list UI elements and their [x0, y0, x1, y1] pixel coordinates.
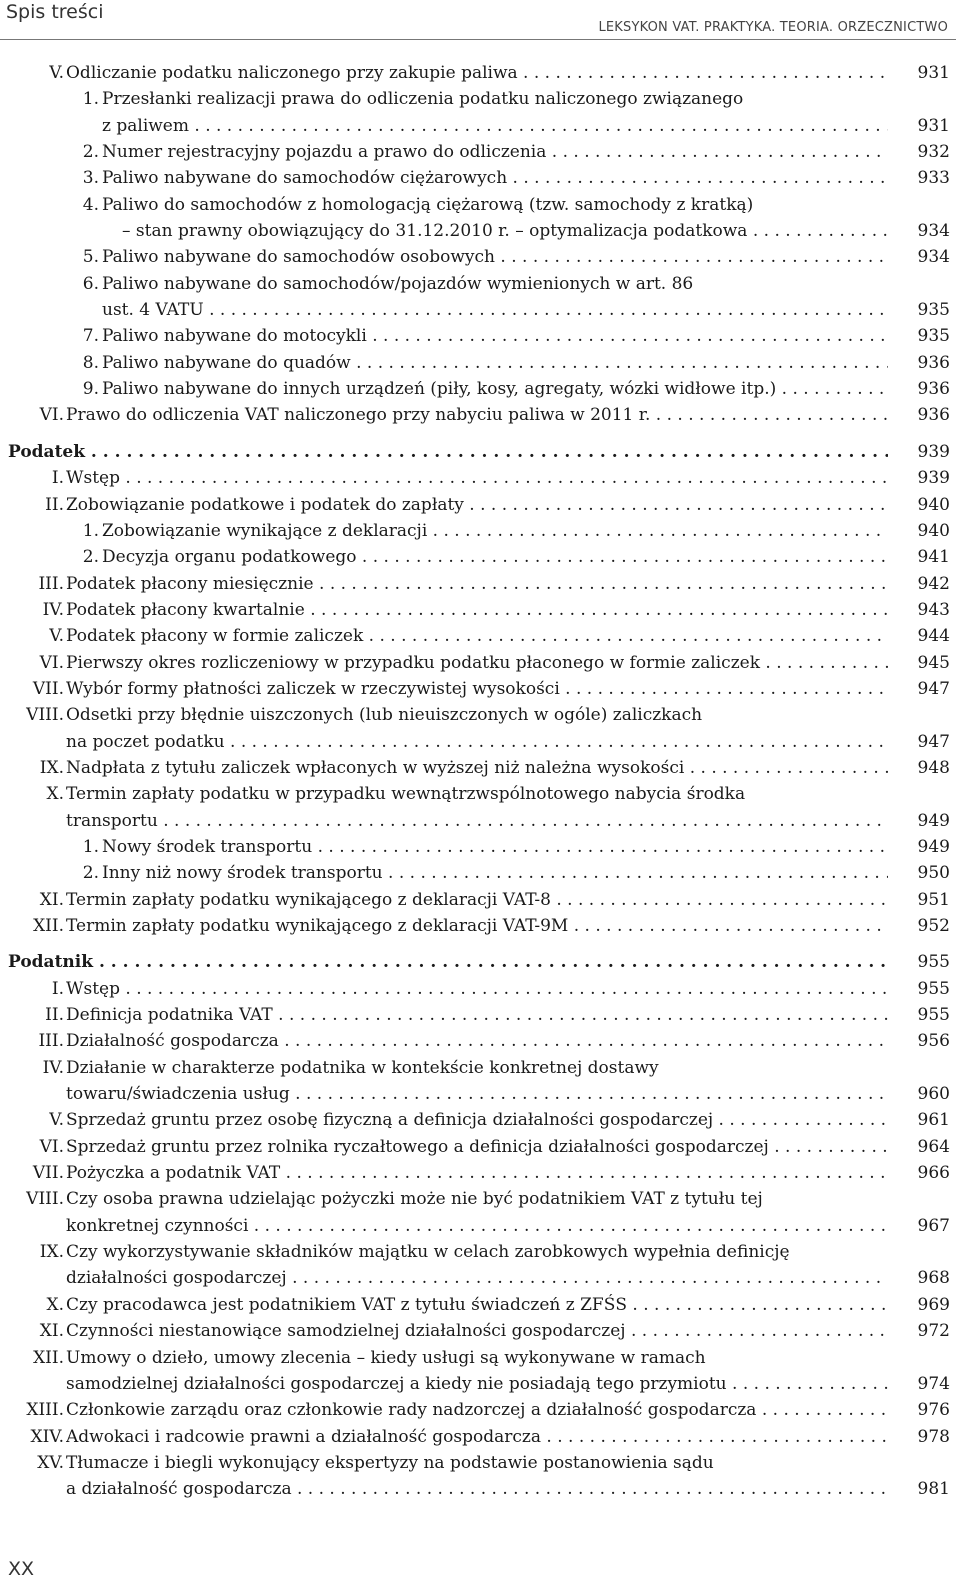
toc-page-number: 949 [917, 810, 950, 831]
toc-entry-title[interactable]: Czy wykorzystywanie składników majątku w celach zarobkowych wypełnia definicję [66, 1242, 790, 1263]
toc-row [0, 702, 960, 728]
toc-entry-number: II. [45, 494, 64, 515]
toc-entry-number: VI. [39, 652, 64, 673]
toc-row [0, 544, 960, 570]
toc-entry-title[interactable]: Prawo do odliczenia VAT naliczonego przy nabyciu paliwa w 2011 r. . . . [66, 402, 888, 428]
toc-entry-title[interactable]: towaru/świadczenia usług . . . [66, 1081, 888, 1107]
toc-row [0, 465, 960, 491]
toc-row [0, 1028, 960, 1054]
toc-entry-title[interactable]: Podatek płacony miesięcznie . . . [66, 571, 888, 597]
toc-row [0, 571, 960, 597]
toc-row [0, 297, 960, 323]
toc-page-number: 945 [917, 652, 950, 673]
toc-row [0, 139, 960, 165]
toc-row [0, 60, 960, 86]
toc-section-row [0, 439, 960, 465]
toc-entry-title[interactable]: Paliwo nabywane do samochodów osobowych . . . [102, 244, 888, 270]
toc-row [0, 1450, 960, 1476]
toc-page-number: 940 [917, 520, 950, 541]
toc-row [0, 350, 960, 376]
toc-page-number: 936 [917, 405, 950, 426]
toc-section-row [0, 949, 960, 975]
toc-entry-number: VI. [39, 405, 64, 426]
toc-page-number: 950 [917, 863, 950, 884]
toc-page-number: 934 [917, 221, 950, 242]
toc-page-number: 941 [917, 547, 950, 568]
toc-row [0, 1213, 960, 1239]
toc-entry-number: XII. [33, 916, 64, 936]
toc-entry-title[interactable]: Członkowie zarządu oraz członkowie rady nadzorczej a działalność gospodarcza . . . [66, 1397, 888, 1423]
toc-page-number: 947 [917, 731, 950, 752]
toc-entry-number: X. [46, 1294, 64, 1315]
toc-page-number: 948 [917, 757, 950, 778]
toc-row [0, 244, 960, 270]
toc-entry-title[interactable]: Podatek płacony kwartalnie . . . [66, 597, 888, 623]
toc-entry-title[interactable]: Tłumacze i biegli wykonujący ekspertyzy na podstawie postanowienia sądu [66, 1452, 714, 1473]
toc-entry-title[interactable]: Termin zapłaty podatku wynikającego z deklaracji VAT-9M . . . [66, 913, 888, 939]
toc-entry-number: XI. [39, 1321, 64, 1342]
toc-row [0, 597, 960, 623]
toc-entry-number: I. [51, 468, 64, 489]
toc-entry-title[interactable]: Numer rejestracyjny pojazdu a prawo do odliczenia . . . [102, 139, 888, 165]
toc-entry-number: 1. [82, 520, 99, 541]
toc-row [0, 192, 960, 218]
toc-row [0, 1265, 960, 1291]
toc-page-number: 947 [917, 678, 950, 699]
toc-entry-title[interactable]: Czy osoba prawna udzielając pożyczki może nie być podatnikiem VAT z tytułu tej [66, 1189, 763, 1210]
toc-page-number: 949 [917, 836, 950, 857]
page-header [0, 0, 960, 44]
toc-entry-number: 2. [82, 142, 99, 163]
toc-entry-title[interactable]: konkretnej czynności . . . [66, 1213, 888, 1239]
toc-page-number: 936 [917, 352, 950, 373]
toc-row [0, 1134, 960, 1160]
toc-entry-title[interactable]: transportu . . . [66, 808, 888, 834]
table-of-contents [0, 60, 960, 1503]
toc-row [0, 887, 960, 913]
toc-page-number: 981 [917, 1479, 950, 1500]
toc-entry-title[interactable]: Działalność gospodarcza . . . [66, 1028, 888, 1054]
toc-entry-number: 3. [82, 168, 99, 189]
toc-entry-number: 4. [82, 194, 99, 215]
toc-row [0, 1476, 960, 1502]
toc-entry-title[interactable]: Odsetki przy błędnie uiszczonych (lub nieuiszczonych w ogóle) zaliczkach [66, 705, 703, 726]
toc-entry-number: XI. [39, 889, 64, 910]
toc-entry-title[interactable]: Wstęp . . . [66, 976, 888, 1002]
toc-entry-title[interactable]: Nadpłata z tytułu zaliczek wpłaconych w wyższej niż należna wysokości . . . [66, 755, 888, 781]
toc-page-number: 968 [917, 1268, 950, 1289]
toc-entry-number: IV. [42, 599, 64, 620]
toc-entry-title[interactable]: Wybór formy płatności zaliczek w rzeczywistej wysokości . . . [66, 676, 888, 702]
toc-entry-number: VI. [39, 1136, 64, 1157]
toc-row [0, 113, 960, 139]
toc-entry-number: IX. [39, 1242, 64, 1263]
toc-entry-number: VII. [32, 678, 64, 699]
toc-page-number: 956 [917, 1031, 950, 1052]
toc-page-number: 943 [917, 599, 950, 620]
toc-entry-number: XIV. [30, 1426, 64, 1447]
toc-entry-number: 2. [82, 547, 99, 568]
toc-entry-title[interactable]: – stan prawny obowiązujący do 31.12.2010 r. – optymalizacja podatkowa . . . [122, 218, 888, 244]
toc-page-number: 952 [917, 916, 950, 936]
toc-entry-number: I. [51, 978, 64, 999]
toc-entry-title[interactable]: Paliwo nabywane do samochodów ciężarowych . . . [102, 165, 888, 191]
toc-entry-title[interactable]: Decyzja organu podatkowego . . . [102, 544, 888, 570]
toc-row [0, 1371, 960, 1397]
toc-row [0, 1107, 960, 1133]
toc-page-number: 936 [917, 379, 950, 400]
toc-entry-number: VII. [32, 1163, 64, 1184]
toc-row [0, 165, 960, 191]
toc-entry-title[interactable]: Pierwszy okres rozliczeniowy w przypadku podatku płaconego w formie zaliczek . . . [66, 650, 888, 676]
toc-entry-number: 7. [82, 326, 99, 347]
toc-page-number: 932 [917, 142, 950, 163]
toc-entry-title[interactable]: Paliwo nabywane do innych urządzeń (piły, kosy, agregaty, wózki widłowe itp.) . . . [102, 376, 888, 402]
toc-row [0, 86, 960, 112]
toc-row [0, 676, 960, 702]
toc-entry-title[interactable]: Termin zapłaty podatku w przypadku wewnątrzwspólnotowego nabycia środka [66, 784, 746, 805]
toc-entry-number: XIII. [26, 1400, 64, 1421]
toc-entry-title[interactable]: Paliwo nabywane do samochodów/pojazdów wymienionych w art. 86 [102, 273, 694, 294]
toc-page-number: 939 [917, 468, 950, 489]
toc-row [0, 781, 960, 807]
toc-entry-title[interactable]: samodzielnej działalności gospodarczej a kiedy nie posiadają tego przymiotu . . . [66, 1371, 888, 1397]
toc-page-number: 955 [917, 952, 950, 973]
toc-page-number: 966 [917, 1163, 950, 1184]
toc-row [0, 623, 960, 649]
toc-page-number: 933 [917, 168, 950, 189]
toc-page-number: 951 [917, 889, 950, 910]
toc-entry-title[interactable]: Zobowiązanie wynikające z deklaracji . . . [102, 518, 888, 544]
toc-entry-number: III. [38, 1031, 64, 1052]
toc-row [0, 1081, 960, 1107]
toc-row [0, 1160, 960, 1186]
toc-row [0, 1055, 960, 1081]
toc-page-number: 976 [917, 1400, 950, 1421]
toc-entry-title[interactable]: Paliwo do samochodów z homologacją ciężarową (tzw. samochody z kratką) [102, 194, 754, 215]
toc-page-number: 964 [917, 1136, 950, 1157]
toc-row [0, 650, 960, 676]
toc-entry-number: 1. [82, 836, 99, 857]
toc-entry-number: VIII. [26, 705, 64, 726]
toc-entry-number: V. [49, 63, 64, 83]
toc-entry-number: XV. [37, 1452, 64, 1473]
toc-entry-title[interactable]: a działalność gospodarcza . . . [66, 1476, 888, 1502]
toc-entry-title[interactable]: ust. 4 VATU . . . [102, 297, 888, 323]
toc-entry-title[interactable]: Sprzedaż gruntu przez osobę fizyczną a definicja działalności gospodarczej . . . [66, 1107, 888, 1133]
toc-page-number: 955 [917, 978, 950, 999]
toc-row [0, 323, 960, 349]
toc-entry-title[interactable]: Podatnik . . . [8, 949, 888, 975]
toc-entry-title[interactable]: Umowy o dzieło, umowy zlecenia – kiedy usługi są wykonywane w ramach [66, 1347, 706, 1368]
toc-row [0, 271, 960, 297]
toc-entry-number: 5. [82, 247, 99, 268]
toc-row [0, 1292, 960, 1318]
toc-entry-title[interactable]: na poczet podatku . . . [66, 729, 888, 755]
toc-entry-title[interactable]: Działanie w charakterze podatnika w kontekście konkretnej dostawy [66, 1057, 659, 1078]
toc-entry-title[interactable]: Paliwo nabywane do quadów . . . [102, 350, 888, 376]
header-divider [0, 39, 956, 40]
toc-row [0, 402, 960, 428]
toc-page-number: 940 [917, 494, 950, 515]
toc-entry-title[interactable]: Zobowiązanie podatkowe i podatek do zapłaty . . . [66, 492, 888, 518]
toc-entry-title[interactable]: Nowy środek transportu . . . [102, 834, 888, 860]
toc-entry-number: III. [38, 573, 64, 594]
toc-page-number: 931 [917, 115, 950, 136]
toc-page-number: 939 [917, 441, 950, 462]
toc-page-number: 942 [917, 573, 950, 594]
toc-entry-title[interactable]: Czy pracodawca jest podatnikiem VAT z tytułu świadczeń z ZFŚS . . . [66, 1292, 888, 1318]
toc-entry-title[interactable]: Adwokaci i radcowie prawni a działalność gospodarcza . . . [66, 1424, 888, 1450]
toc-page-number: 944 [917, 626, 950, 647]
toc-row [0, 860, 960, 886]
toc-row [0, 1345, 960, 1371]
toc-row [0, 376, 960, 402]
toc-entry-title[interactable]: Czynności niestanowiące samodzielnej działalności gospodarczej . . . [66, 1318, 888, 1344]
toc-row [0, 913, 960, 939]
header-title: Spis treści [6, 1, 104, 23]
toc-entry-number: VIII. [26, 1189, 64, 1210]
toc-page-number: 931 [917, 63, 950, 83]
toc-entry-number: 1. [82, 89, 99, 110]
toc-page-number: 969 [917, 1294, 950, 1315]
toc-row [0, 808, 960, 834]
page-number: XX [8, 1558, 35, 1580]
toc-row [0, 1424, 960, 1450]
toc-entry-title[interactable]: Wstęp . . . [66, 465, 888, 491]
toc-entry-number: 8. [82, 352, 99, 373]
toc-row [0, 729, 960, 755]
toc-entry-number: 2. [82, 863, 99, 884]
toc-row [0, 1239, 960, 1265]
toc-entry-number: 6. [82, 273, 99, 294]
toc-page-number: 978 [917, 1426, 950, 1447]
toc-page-number: 961 [917, 1110, 950, 1131]
toc-page-number: 974 [917, 1373, 950, 1394]
toc-entry-title[interactable]: Paliwo nabywane do motocykli . . . [102, 323, 888, 349]
toc-row [0, 976, 960, 1002]
toc-entry-title[interactable]: Inny niż nowy środek transportu . . . [102, 860, 888, 886]
toc-row [0, 492, 960, 518]
header-subtitle: LEKSYKON VAT. PRAKTYKA. TEORIA. ORZECZNICTWO [598, 20, 948, 35]
toc-entry-number: XII. [33, 1347, 64, 1368]
toc-page-number: 972 [917, 1321, 950, 1342]
toc-row [0, 518, 960, 544]
toc-entry-title[interactable]: Definicja podatnika VAT . . . [66, 1002, 888, 1028]
toc-page-number: 934 [917, 247, 950, 268]
toc-entry-number: IV. [42, 1057, 64, 1078]
toc-page-number: 935 [917, 300, 950, 321]
toc-entry-number: IX. [39, 757, 64, 778]
toc-row [0, 755, 960, 781]
toc-row [0, 218, 960, 244]
toc-entry-title[interactable]: Sprzedaż gruntu przez rolnika ryczałtowego a definicja działalności gospodarczej . . . [66, 1134, 888, 1160]
toc-entry-title[interactable]: Odliczanie podatku naliczonego przy zakupie paliwa . . . [66, 60, 888, 86]
toc-page-number: 935 [917, 326, 950, 347]
toc-entry-number: V. [49, 1110, 64, 1131]
toc-row [0, 1002, 960, 1028]
toc-entry-number: V. [49, 626, 64, 647]
toc-entry-title[interactable]: Pożyczka a podatnik VAT . . . [66, 1160, 888, 1186]
toc-page-number: 955 [917, 1005, 950, 1026]
toc-entry-title[interactable]: Przesłanki realizacji prawa do odliczenia podatku naliczonego związanego [102, 89, 744, 110]
toc-entry-title[interactable]: z paliwem . . . [102, 113, 888, 139]
toc-page-number: 967 [917, 1215, 950, 1236]
toc-row [0, 834, 960, 860]
toc-entry-title[interactable]: Podatek . . . [8, 439, 888, 465]
toc-entry-title[interactable]: Termin zapłaty podatku wynikającego z deklaracji VAT-8 . . . [66, 887, 888, 913]
toc-row [0, 1186, 960, 1212]
toc-entry-number: II. [45, 1005, 64, 1026]
toc-entry-title[interactable]: działalności gospodarczej . . . [66, 1265, 888, 1291]
toc-row [0, 1397, 960, 1423]
toc-entry-title[interactable]: Podatek płacony w formie zaliczek . . . [66, 623, 888, 649]
toc-row [0, 1318, 960, 1344]
toc-page-number: 960 [917, 1084, 950, 1105]
toc-entry-number: 9. [82, 379, 99, 400]
toc-entry-number: X. [46, 784, 64, 805]
